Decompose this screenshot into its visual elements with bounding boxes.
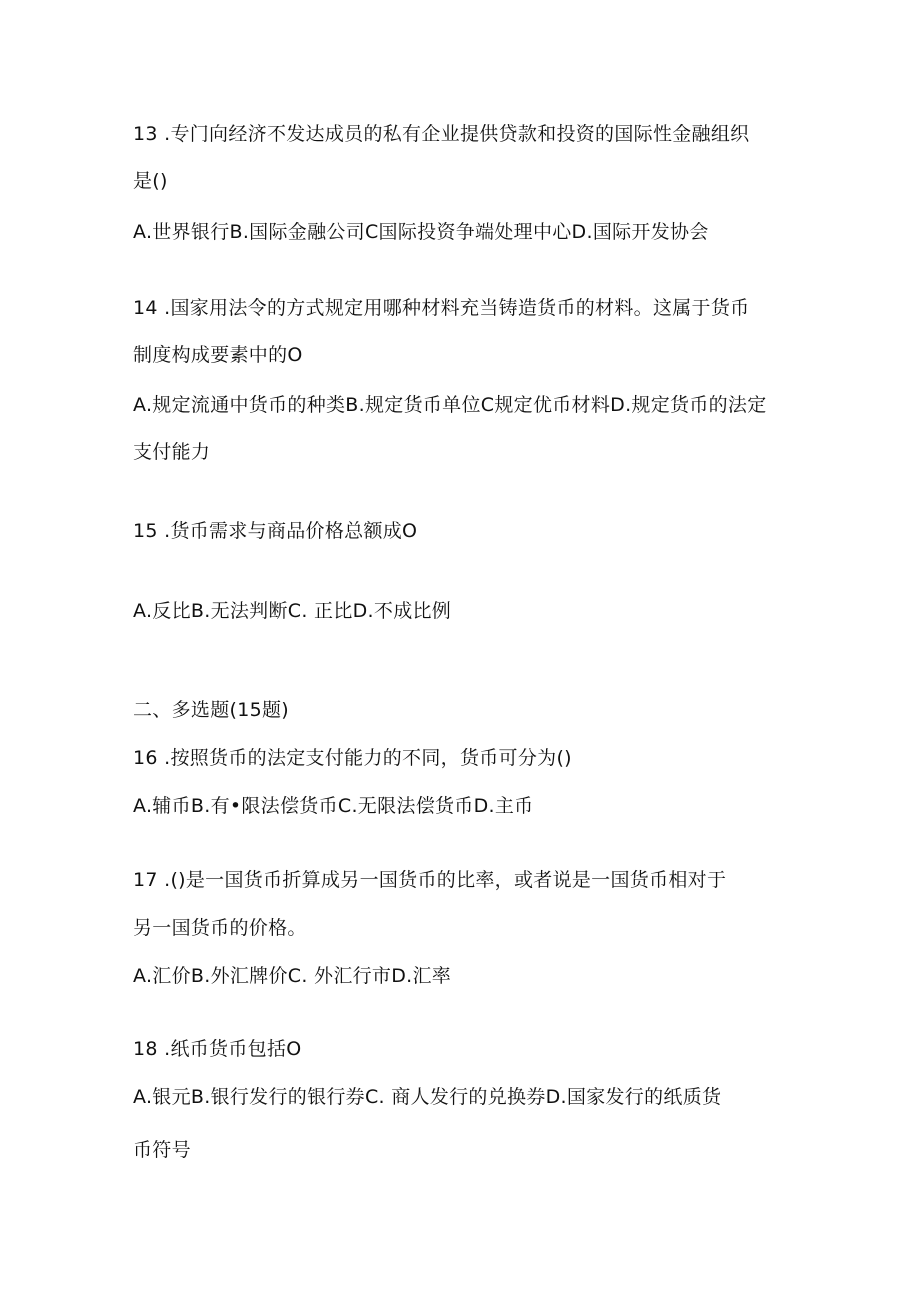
question-16-options: A.辅币B.有•限法偿货币C.无限法偿货币D.主币: [133, 795, 534, 817]
question-15-line-1: 15 .货币需求与商品价格总额成O: [133, 520, 418, 542]
question-15-options: A.反比B.无法判断C. 正比D.不成比例: [133, 600, 452, 622]
question-18-line-1: 18 .纸币货币包括O: [133, 1038, 302, 1060]
question-14-options-line-1: A.规定流通中货币的种类B.规定货币单位C规定优币材料D.规定货币的法定: [133, 394, 767, 416]
question-17-line-2: 另一国货币的价格。: [133, 917, 307, 939]
question-13-options: A.世界银行B.国际金融公司C国际投资争端处理中心D.国际开发协会: [133, 221, 709, 243]
question-13-line-1: 13 .专门向经济不发达成员的私有企业提供贷款和投资的国际性金融组织: [133, 123, 750, 145]
question-14-line-2: 制度构成要素中的O: [133, 344, 303, 366]
question-17-options: A.汇价B.外汇牌价C. 外汇行市D.汇率: [133, 965, 452, 987]
question-14-options-line-2: 支付能力: [133, 441, 211, 463]
question-17-line-1: 17 .()是一国货币折算成另一国货币的比率，或者说是一国货币相对于: [133, 869, 727, 891]
question-13-line-2: 是(): [133, 170, 168, 192]
section-heading: 二、多选题(15题): [133, 699, 290, 721]
question-18-options-line-2: 币符号: [133, 1139, 191, 1161]
question-18-options-line-1: A.银元B.银行发行的银行券C. 商人发行的兑换券D.国家发行的纸质货: [133, 1086, 722, 1108]
question-14-line-1: 14 .国家用法令的方式规定用哪种材料充当铸造货币的材料。这属于货币: [133, 297, 750, 319]
question-16-line-1: 16 .按照货币的法定支付能力的不同，货币可分为(): [133, 747, 572, 769]
